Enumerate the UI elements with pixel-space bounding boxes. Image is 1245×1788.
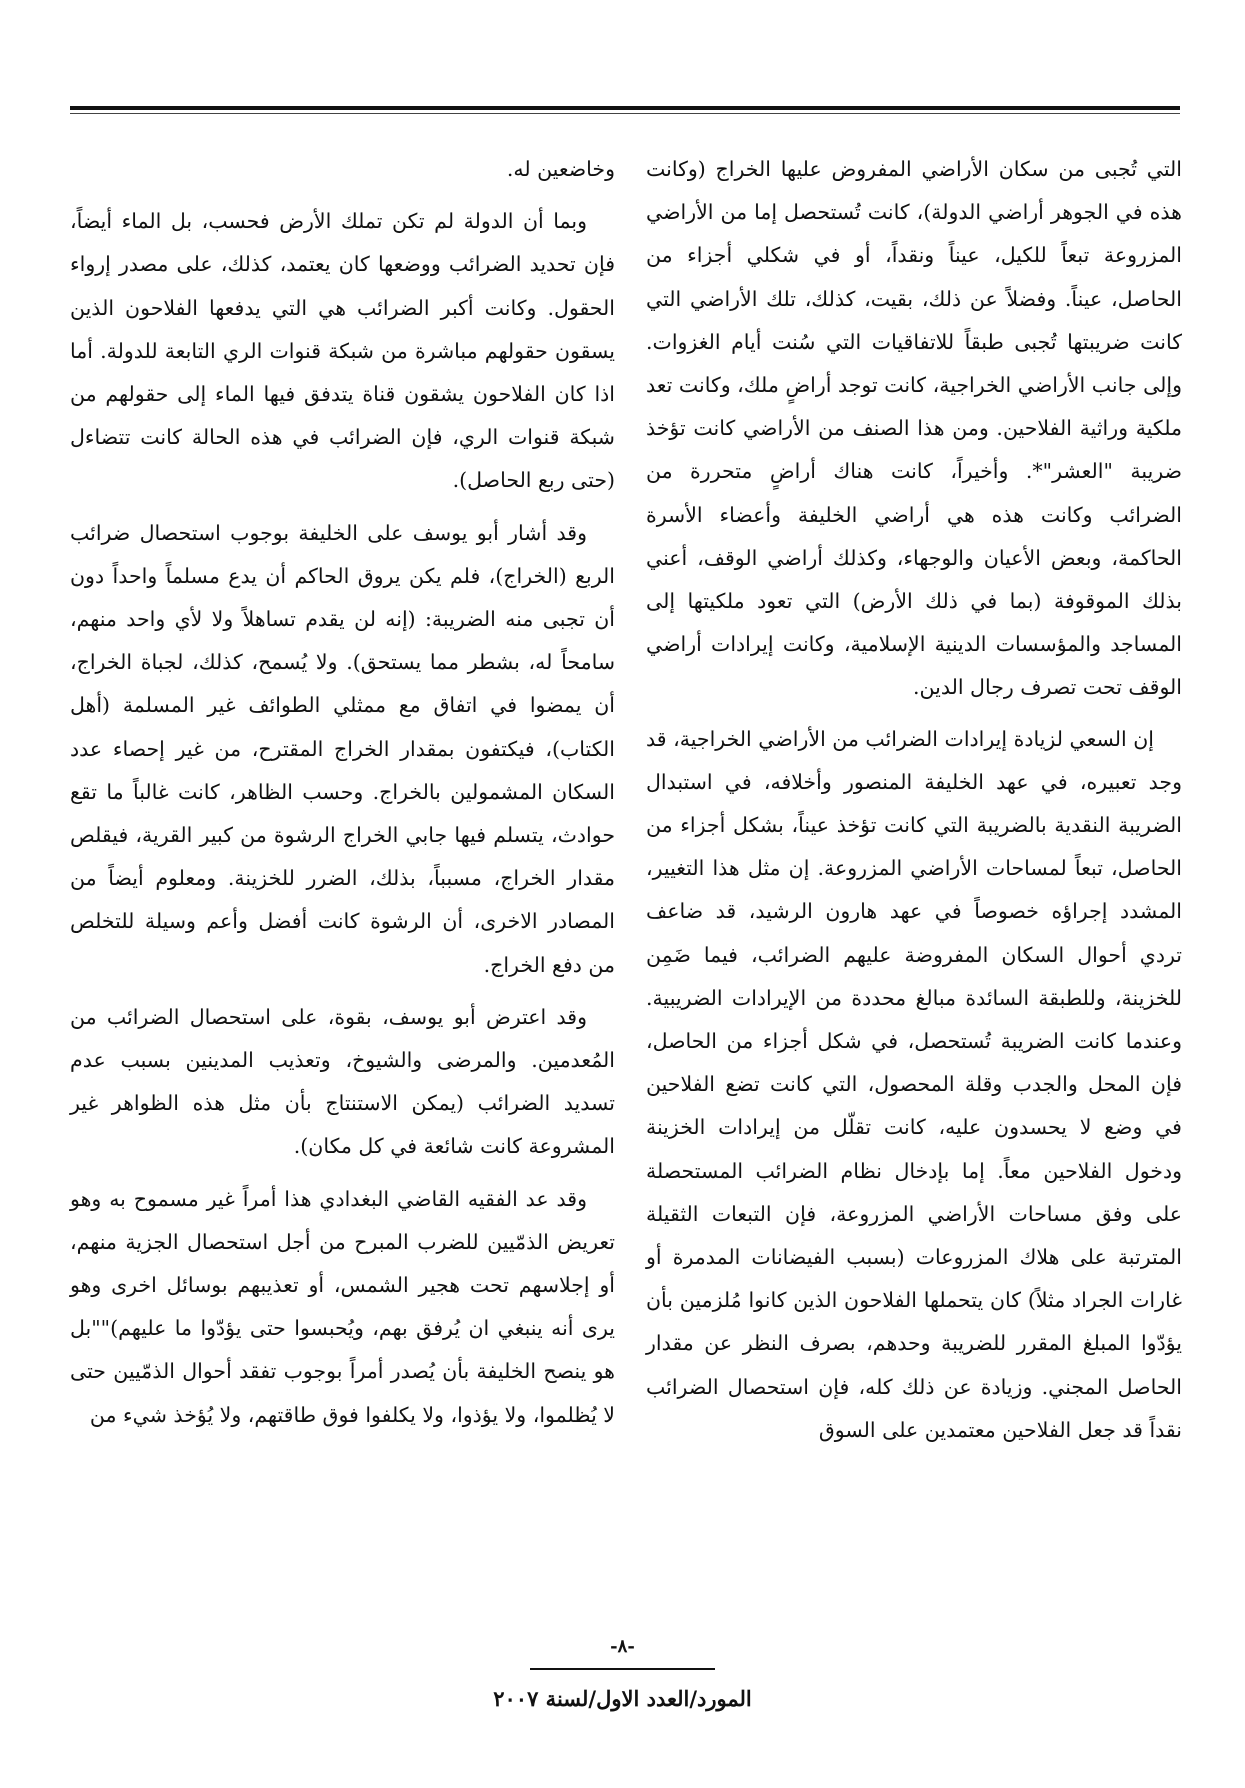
header-rule-thin [70, 113, 1180, 114]
paragraph: التي تُجبى من سكان الأراضي المفروض عليها الخراج (وكانت هذه في الجوهر أراضي الدولة)، كانت تُستحصل إما من الأراضي المزروعة تبعاً للكيل، عيناً ونقداً، أو في شكلي أجزاء من الحاصل، عيناً. وفضلاً عن ذلك، بقيت، كذلك، تلك الأراضي التي كانت ضريبتها تُجبى طبقاً للاتفاقيات التي سُنت أيام الغزوات. وإلى جانب الأراضي الخراجية، كانت توجد أراضٍ ملك، وكانت تعد ملكية وراثية الفلاحين. ومن هذا الصنف من الأراضي كانت تؤخذ ضريبة "العشر"*. وأخيراً، كانت هناك أراضٍ متحررة من الضرائب وكانت هذه هي أراضي الخليفة وأعضاء الأسرة الحاكمة، وبعض الأعيان والوجهاء، وكذلك أراضي الوقف، أعني بذلك الموقوفة (بما في ذلك الأرض) التي تعود ملكيتها إلى المساجد والمؤسسات الدينية الإسلامية، وكانت إيرادات أراضي الوقف تحت تصرف رجال الدين. [646, 157, 1182, 700]
left-column [70, 148, 615, 1446]
journal-footer: المورد/العدد الاول/لسنة ٢٠٠٧ [493, 1686, 752, 1711]
header-rule [70, 106, 1180, 110]
paragraph: وبما أن الدولة لم تكن تملك الأرض فحسب، بل الماء أيضاً، فإن تحديد الضرائب ووضعها كان يعتمد، كذلك، على مصدر إرواء الحقول. وكانت أكبر الضرائب هي التي يدفعها الفلاحون الذين يسقون حقولهم مباشرة من شبكة قنوات الري التابعة للدولة. أما اذا كان الفلاحون يشقون قناة يتدفق فيها الماء إلى حقولهم من شبكة قنوات الري، فإن الضرائب في هذه الحالة كانت تتضاءل (حتى ربع الحاصل). [70, 209, 615, 493]
right-column [646, 148, 1182, 1460]
paragraph: وقد عد الفقيه القاضي البغدادي هذا أمراً غير مسموح به وهو تعريض الذمّيين للضرب المبرح من أجل استحصال الجزية منهم، أو إجلاسهم تحت هجير الشمس، أو تعذيبهم بوسائل اخرى وهو يرى أنه ينبغي ان يُرفق بهم، ويُحبسوا حتى يؤدّوا ما عليهم)""بل هو ينصح الخليفة بأن يُصدر أمراً بوجوب تفقد أحوال الذمّيين حتى لا يُظلموا، ولا يؤذوا، ولا يكلفوا فوق طاقتهم، ولا يُؤخذ شيء من [70, 1186, 615, 1427]
footer-rule [530, 1668, 715, 1670]
paragraph: وخاضعين له. [506, 157, 615, 181]
paragraph: وقد أشار أبو يوسف على الخليفة بوجوب استحصال ضرائب الربع (الخراج)، فلم يكن يروق الحاكم أن يدع مسلماً واحداً دون أن تجبى منه الضريبة: (إنه لن يقدم تساهلاً ولا لأي واحد منهم، سامحاً له، بشطر مما يستحق). ولا يُسمح، كذلك، لجباة الخراج، أن يمضوا في اتفاق مع ممثلي الطوائف غير المسلمة (أهل الكتاب)، فيكتفون بمقدار الخراج المقترح، من غير إحصاء عدد السكان المشمولين بالخراج. وحسب الظاهر، كانت غالباً ما تقع حوادث، يتسلم فيها جابي الخراج الرشوة من كبير القرية، فيقلص مقدار الخراج، مسبباً، بذلك، الضرر للخزينة. ومعلوم أيضاً من المصادر الاخرى، أن الرشوة كانت أفضل وأعم وسيلة للتخلص من دفع الخراج. [70, 520, 615, 977]
paragraph: إن السعي لزيادة إيرادات الضرائب من الأراضي الخراجية، قد وجد تعبيره، في عهد الخليفة المنصور وأخلافه، في استبدال الضريبة النقدية بالضريبة التي كانت تؤخذ عيناً، بشكل أجزاء من الحاصل، تبعاً لمساحات الأراضي المزروعة. إن مثل هذا التغيير، المشدد إجراؤه خصوصاً في عهد هارون الرشيد، قد ضاعف تردي أحوال السكان المفروضة عليهم الضرائب، فيما ضَمِن للخزينة، وللطبقة السائدة مبالغ محددة من الإيرادات الضريبية. وعندما كانت الضريبة تُستحصل، في شكل أجزاء من الحاصل، فإن المحل والجدب وقلة المحصول، التي كانت تضع الفلاحين في وضع لا يحسدون عليه، كانت تقلّل من إيرادات الخزينة ودخول الفلاحين معاً. إما بإدخال نظام الضرائب المستحصلة على وفق مساحات الأراضي المزروعة، فإن التبعات الثقيلة المترتبة على هلاك المزروعات (بسبب الفيضانات المدمرة أو غارات الجراد مثلاً) كان يتحملها الفلاحون الذين كانوا مُلزمين بأن يؤدّوا المبلغ المقرر للضريبة وحدهم، بصرف النظر عن مقدار الحاصل المجني. وزيادة عن ذلك كله، فإن استحصال الضرائب نقداً قد جعل الفلاحين معتمدين على السوق [646, 726, 1182, 1442]
page-number: -٨- [610, 1636, 635, 1657]
paragraph: وقد اعترض أبو يوسف، بقوة، على استحصال الضرائب من المُعدمين. والمرضى والشيوخ، وتعذيب المدينين بسبب عدم تسديد الضرائب (يمكن الاستنتاج بأن مثل هذه الظواهر غير المشروعة كانت شائعة في كل مكان). [70, 1004, 615, 1159]
